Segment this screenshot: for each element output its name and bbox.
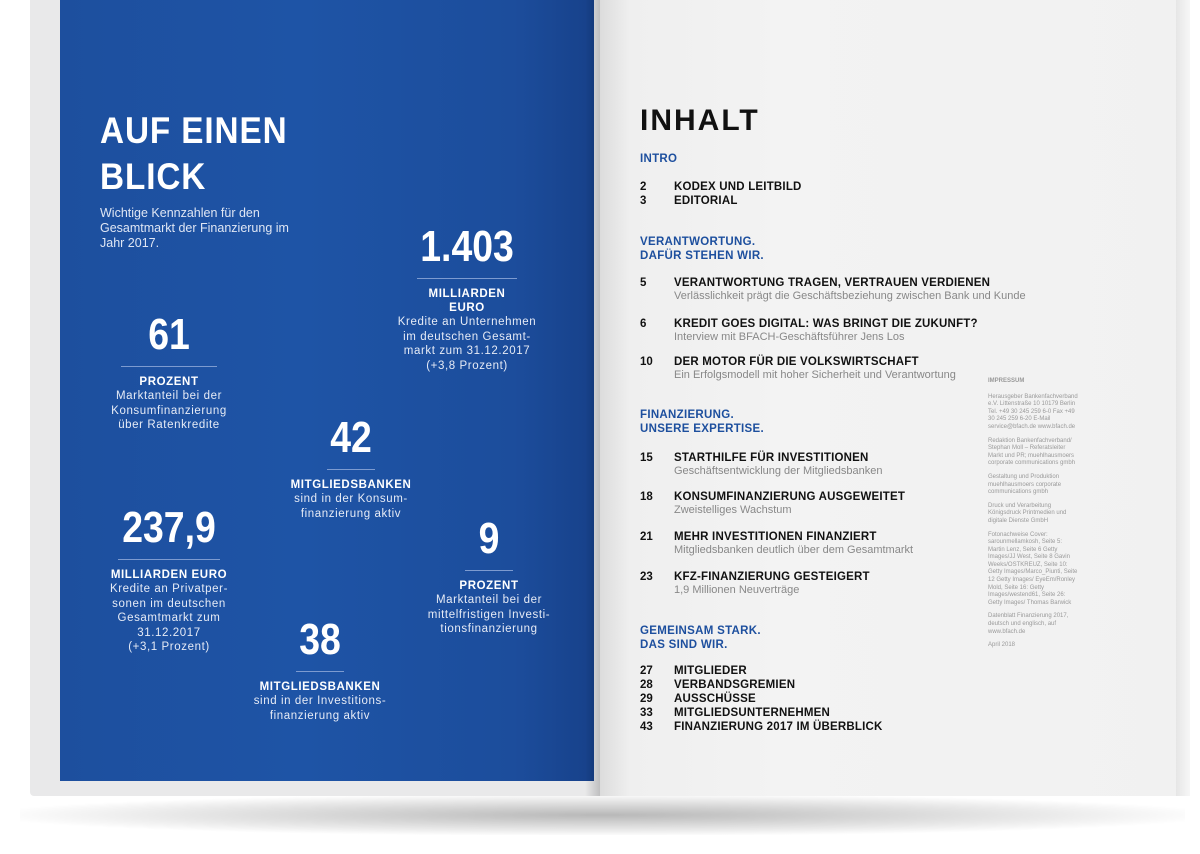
- stat-desc-line: Marktanteil bei der: [436, 594, 542, 606]
- stat-divider: [465, 570, 513, 571]
- stat-unit: MITGLIEDSBANKEN: [259, 681, 381, 693]
- stat-description: [92, 582, 246, 655]
- toc-entry: [640, 530, 913, 557]
- stat-desc-line: markt zum 31.12.2017: [403, 345, 531, 357]
- toc-entry-title: DER MOTOR FÜR DIE VOLKSWIRTSCHAFT: [674, 356, 919, 368]
- impressum-heading: IMPRESSUM: [988, 378, 1025, 384]
- toc-page-number: 43: [640, 721, 653, 733]
- section-heading-line: FINANZIERUNG.: [640, 409, 734, 421]
- toc-entry-title: KREDIT GOES DIGITAL: WAS BRINGT DIE ZUKUNFT?: [674, 318, 978, 330]
- stat-block: [412, 514, 566, 637]
- stat-desc-line: über Ratenkredite: [118, 419, 220, 431]
- toc-page-number: 10: [640, 356, 653, 368]
- toc-entry-title: MITGLIEDSUNTERNEHMEN: [674, 707, 831, 719]
- toc-page-number: 18: [640, 491, 653, 503]
- stat-value: 237,9: [122, 503, 216, 552]
- stat-unit: MITGLIEDSBANKEN: [290, 479, 412, 491]
- toc-entry-title: FINANZIERUNG 2017 IM ÜBERBLICK: [674, 721, 883, 733]
- toc-page-number: 28: [640, 679, 653, 691]
- spine-fold: [585, 0, 600, 796]
- toc-entry-subtitle: Verlässlichkeit prägt die Geschäftsbeziehung zwischen Bank und Kunde: [674, 290, 1026, 302]
- toc-section-heading: [640, 152, 677, 166]
- toc-entry-title: VERANTWORTUNG TRAGEN, VERTRAUEN VERDIENEN: [674, 277, 991, 289]
- toc-section-heading: [640, 235, 764, 263]
- toc-entry-title: KFZ-FINANZIERUNG GESTEIGERT: [674, 571, 870, 583]
- stat-divider: [296, 671, 344, 672]
- toc-entry-title: MEHR INVESTITIONEN FINANZIERT: [674, 531, 877, 543]
- impressum-block: Druck und Verarbeitung Königsdruck Printmedien und digitale Dienste GmbH: [988, 502, 1067, 524]
- impressum: [988, 378, 1078, 656]
- section-heading-line: INTRO: [640, 153, 678, 165]
- toc-entry: [640, 317, 978, 344]
- stat-value: 1.403: [420, 222, 514, 271]
- stat-block: [92, 310, 246, 433]
- toc-entry-subtitle: Mitgliedsbanken deutlich über dem Gesamtmarkt: [674, 544, 914, 556]
- stat-desc-line: sind in der Konsum-: [294, 493, 408, 505]
- stat-divider: [121, 366, 217, 367]
- stat-desc-line: Konsumfinanzierung: [111, 404, 227, 417]
- stat-description: [390, 315, 544, 373]
- toc-entry: [640, 720, 883, 734]
- stat-desc-line: finanzierung aktiv: [269, 709, 371, 722]
- stat-desc-line: 31.12.2017: [137, 626, 201, 639]
- stat-description: [92, 389, 246, 433]
- stat-block: [92, 503, 246, 655]
- stat-unit: MILLIARDEN EURO: [110, 569, 228, 581]
- section-heading-line: VERANTWORTUNG.: [640, 236, 756, 248]
- toc-page-number: 23: [640, 571, 653, 583]
- toc-entry: [640, 706, 830, 720]
- stat-unit: MILLIARDEN EURO: [428, 288, 506, 314]
- toc-entry: [640, 570, 870, 597]
- stat-value: 42: [330, 413, 372, 462]
- book-shadow: [20, 795, 1185, 835]
- toc-entry: [640, 490, 905, 517]
- toc-entry-subtitle: Ein Erfolgsmodell mit hoher Sicherheit und Verantwortung: [674, 369, 956, 381]
- stat-desc-line: tionsfinanzierung: [440, 623, 538, 635]
- section-heading-line: DAS SIND WIR.: [640, 639, 728, 651]
- toc-page-number: 6: [640, 318, 647, 330]
- stat-unit: PROZENT: [139, 376, 199, 388]
- section-heading-line: DAFÜR STEHEN WIR.: [640, 250, 764, 262]
- title-line: AUF EINEN: [100, 110, 288, 151]
- toc-entry: [640, 180, 802, 194]
- title-line: BLICK: [100, 156, 207, 197]
- stat-desc-line: (+3,8 Prozent): [426, 359, 508, 372]
- section-heading-line: UNSERE EXPERTISE.: [640, 423, 764, 435]
- toc-entry-title: KONSUMFINANZIERUNG AUSGEWEITET: [674, 491, 906, 503]
- toc-page-number: 33: [640, 707, 653, 719]
- toc-entry-subtitle: Interview mit BFACH-Geschäftsführer Jens Los: [674, 331, 905, 343]
- impressum-block: April 2018: [988, 642, 1016, 649]
- toc-entry-title: VERBANDSGREMIEN: [674, 679, 796, 691]
- toc-section-heading: [640, 408, 764, 436]
- stat-desc-line: Gesamtmarkt zum: [117, 612, 221, 624]
- stat-desc-line: sind in der Investitions-: [253, 695, 387, 707]
- toc-entry-subtitle: 1,9 Millionen Neuverträge: [674, 584, 800, 596]
- toc-page-number: 5: [640, 277, 647, 289]
- stat-desc-line: finanzierung aktiv: [300, 507, 402, 520]
- toc-entry-title: KODEX UND LEITBILD: [674, 181, 802, 193]
- section-heading-line: GEMEINSAM STARK.: [640, 625, 761, 637]
- toc-page-number: 2: [640, 181, 647, 193]
- toc-page-number: 15: [640, 452, 653, 464]
- stat-block: [274, 413, 428, 521]
- stat-block: [397, 222, 537, 373]
- stat-desc-line: im deutschen Gesamt-: [403, 330, 531, 343]
- toc-entry: [640, 678, 795, 692]
- stat-desc-line: Kredite an Privatper-: [109, 583, 229, 595]
- page-subtitle: Wichtige Kennzahlen für den Gesamtmarkt der Finanzierung im Jahr 2017.: [100, 206, 289, 250]
- stat-value: 38: [299, 615, 341, 664]
- toc-entry-title: EDITORIAL: [674, 195, 738, 207]
- toc-entry: [640, 276, 1026, 303]
- toc-title: INHALT: [640, 104, 760, 137]
- stat-desc-line: Marktanteil bei der: [116, 390, 222, 402]
- stat-block: [243, 615, 397, 723]
- toc-entry: [640, 355, 956, 382]
- stat-desc-line: Kredite an Unternehmen: [397, 316, 537, 328]
- toc-entry: [640, 664, 747, 678]
- stat-value: 61: [148, 310, 190, 359]
- impressum-block: Herausgeber Bankenfachverband e.V. Littenstraße 10 10179 Berlin Tel. +49 30 245 259 6-0 Fax +49 30 245 259 6-20 E-Mail service@bfach.de www.bfach.de: [988, 393, 1078, 430]
- toc-entry: [640, 451, 883, 478]
- stat-divider: [417, 278, 517, 279]
- stat-description: [243, 694, 397, 723]
- impressum-block: Datenblatt Finanzierung 2017, deutsch und englisch, auf www.bfach.de: [988, 613, 1069, 635]
- page-edge: [1176, 0, 1190, 796]
- toc-entry: [640, 194, 738, 208]
- impressum-block: Fotonachweise Cover: sarounmellamkosh, Seite 5: Martin Lenz, Seite 6 Getty Images/JJ West, Seite 8 Gavin Weeks/OSTKREUZ, Seite 10: Getty Images/Marco_Piunti, Seite 12 Getty Images/ EyeEm/Ronley Mold, Seite 16: Getty Images/westend61, Seite 26: Getty Images/ Thomas Barwick: [988, 531, 1078, 606]
- toc-entry: [640, 692, 756, 706]
- stat-desc-line: (+3,1 Prozent): [128, 641, 210, 653]
- toc-entry-title: STARTHILFE FÜR INVESTITIONEN: [674, 452, 869, 464]
- toc-page-number: 27: [640, 665, 653, 677]
- stat-desc-line: mittelfristigen Investi-: [427, 608, 551, 621]
- stat-unit: PROZENT: [459, 580, 519, 592]
- impressum-block: Redaktion Bankenfachverband/ Stephan Moll – Referatsleiter Markt und PR; muehlhausmoers corporate communications gmbh: [988, 437, 1076, 467]
- stat-description: [274, 492, 428, 521]
- stat-desc-line: sonen im deutschen: [112, 597, 226, 610]
- impressum-block: Gestaltung und Produktion muehlhausmoers corporate communications gmbh: [988, 473, 1062, 496]
- toc-page-number: 21: [640, 531, 653, 543]
- toc-entry-subtitle: Zweistelliges Wachstum: [674, 504, 792, 516]
- toc-section-heading: [640, 624, 761, 652]
- toc-entry-subtitle: Geschäftsentwicklung der Mitgliedsbanken: [674, 465, 883, 477]
- toc-page-number: 29: [640, 693, 653, 705]
- stat-value: 9: [478, 514, 500, 563]
- toc-page-number: 3: [640, 195, 647, 207]
- stat-description: [412, 593, 566, 637]
- page-title: [100, 108, 288, 200]
- stat-divider: [327, 469, 375, 470]
- toc-entry-title: MITGLIEDER: [674, 665, 747, 677]
- toc-entry-title: AUSSCHÜSSE: [674, 693, 756, 705]
- stat-divider: [118, 559, 220, 560]
